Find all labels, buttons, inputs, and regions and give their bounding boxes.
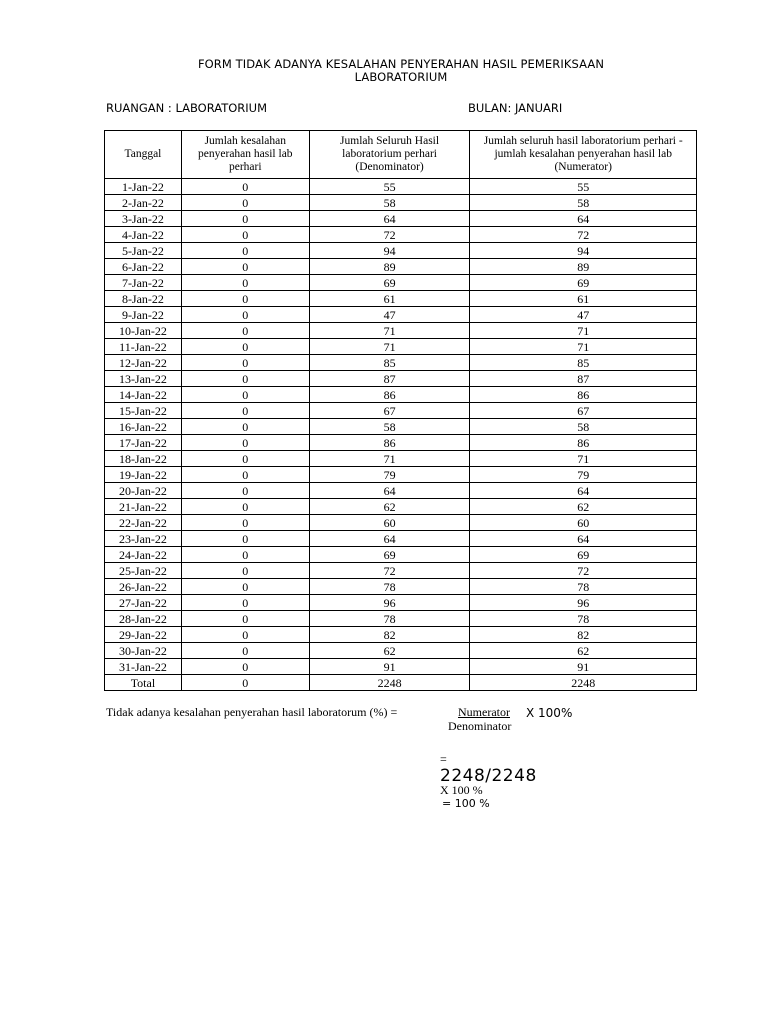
cell-errors: 0 bbox=[181, 451, 309, 467]
table-row bbox=[105, 435, 697, 451]
table-row bbox=[105, 403, 697, 419]
cell-errors: 0 bbox=[181, 323, 309, 339]
col-header-numerator: Jumlah seluruh hasil laboratorium perhari - jumlah kesalahan penyerahan hasil lab (Numerator) bbox=[470, 131, 697, 179]
cell-denominator: 79 bbox=[309, 467, 470, 483]
cell-date: 13-Jan-22 bbox=[105, 371, 182, 387]
cell-denominator: 58 bbox=[309, 419, 470, 435]
cell-errors: 0 bbox=[181, 547, 309, 563]
cell-numerator: 64 bbox=[470, 211, 697, 227]
table-row bbox=[105, 611, 697, 627]
cell-denominator: 67 bbox=[309, 403, 470, 419]
cell-errors: 0 bbox=[181, 211, 309, 227]
cell-errors: 0 bbox=[181, 243, 309, 259]
col-header-errors: Jumlah kesalahan penyerahan hasil lab perhari bbox=[181, 131, 309, 179]
form-title-line2: LABORATORIUM bbox=[354, 70, 448, 84]
cell-numerator: 72 bbox=[470, 227, 697, 243]
cell-errors: 0 bbox=[181, 307, 309, 323]
cell-errors: 0 bbox=[181, 499, 309, 515]
cell-date: 30-Jan-22 bbox=[105, 643, 182, 659]
cell-denominator: 72 bbox=[309, 563, 470, 579]
cell-denominator: 71 bbox=[309, 323, 470, 339]
table-row bbox=[105, 419, 697, 435]
cell-numerator: 78 bbox=[470, 611, 697, 627]
cell-numerator: 91 bbox=[470, 659, 697, 675]
table-total-row bbox=[105, 675, 697, 691]
cell-errors: 0 bbox=[181, 483, 309, 499]
table-row bbox=[105, 259, 697, 275]
col-header-denominator: Jumlah Seluruh Hasil laboratorium perhari (Denominator) bbox=[309, 131, 470, 179]
table-row bbox=[105, 595, 697, 611]
table-row bbox=[105, 579, 697, 595]
table-row bbox=[105, 195, 697, 211]
cell-numerator: 64 bbox=[470, 483, 697, 499]
cell-date: 14-Jan-22 bbox=[105, 387, 182, 403]
cell-date: 11-Jan-22 bbox=[105, 339, 182, 355]
cell-date: 27-Jan-22 bbox=[105, 595, 182, 611]
cell-numerator: 67 bbox=[470, 403, 697, 419]
cell-date: 4-Jan-22 bbox=[105, 227, 182, 243]
cell-denominator: 62 bbox=[309, 499, 470, 515]
cell-errors: 0 bbox=[181, 579, 309, 595]
table-row bbox=[105, 371, 697, 387]
cell-denominator: 64 bbox=[309, 531, 470, 547]
table-row bbox=[105, 643, 697, 659]
cell-errors: 0 bbox=[181, 563, 309, 579]
cell-numerator: 86 bbox=[470, 387, 697, 403]
cell-date: 1-Jan-22 bbox=[105, 179, 182, 195]
cell-errors: 0 bbox=[181, 531, 309, 547]
cell-denominator: 71 bbox=[309, 451, 470, 467]
cell-numerator: 71 bbox=[470, 323, 697, 339]
cell-numerator: 58 bbox=[470, 195, 697, 211]
table-row bbox=[105, 339, 697, 355]
cell-numerator: 61 bbox=[470, 291, 697, 307]
cell-numerator: 82 bbox=[470, 627, 697, 643]
calc-equals: = bbox=[440, 752, 447, 766]
cell-numerator: 96 bbox=[470, 595, 697, 611]
cell-date: 8-Jan-22 bbox=[105, 291, 182, 307]
cell-numerator: 78 bbox=[470, 579, 697, 595]
cell-denominator: 78 bbox=[309, 579, 470, 595]
cell-denominator: 72 bbox=[309, 227, 470, 243]
cell-denominator: 64 bbox=[309, 211, 470, 227]
cell-numerator: 2248 bbox=[470, 675, 697, 691]
cell-errors: 0 bbox=[181, 227, 309, 243]
cell-denominator: 89 bbox=[309, 259, 470, 275]
cell-date: 19-Jan-22 bbox=[105, 467, 182, 483]
cell-date: 20-Jan-22 bbox=[105, 483, 182, 499]
cell-denominator: 62 bbox=[309, 643, 470, 659]
cell-date: 3-Jan-22 bbox=[105, 211, 182, 227]
table-row bbox=[105, 211, 697, 227]
cell-denominator: 55 bbox=[309, 179, 470, 195]
cell-date: 21-Jan-22 bbox=[105, 499, 182, 515]
cell-date: 23-Jan-22 bbox=[105, 531, 182, 547]
cell-errors: 0 bbox=[181, 291, 309, 307]
cell-errors: 0 bbox=[181, 387, 309, 403]
cell-denominator: 87 bbox=[309, 371, 470, 387]
table-row bbox=[105, 499, 697, 515]
cell-denominator: 69 bbox=[309, 275, 470, 291]
cell-errors: 0 bbox=[181, 403, 309, 419]
cell-denominator: 60 bbox=[309, 515, 470, 531]
lab-results-table bbox=[104, 130, 697, 691]
cell-denominator: 47 bbox=[309, 307, 470, 323]
cell-denominator: 91 bbox=[309, 659, 470, 675]
cell-errors: 0 bbox=[181, 515, 309, 531]
cell-date: 7-Jan-22 bbox=[105, 275, 182, 291]
cell-date: 18-Jan-22 bbox=[105, 451, 182, 467]
cell-numerator: 89 bbox=[470, 259, 697, 275]
cell-errors: 0 bbox=[181, 611, 309, 627]
cell-numerator: 60 bbox=[470, 515, 697, 531]
cell-errors: 0 bbox=[181, 595, 309, 611]
cell-numerator: 86 bbox=[470, 435, 697, 451]
cell-errors: 0 bbox=[181, 355, 309, 371]
calc-ratio: 2248/2248 bbox=[440, 766, 537, 786]
cell-denominator: 58 bbox=[309, 195, 470, 211]
room-label: RUANGAN : LABORATORIUM bbox=[106, 101, 268, 115]
cell-numerator: 94 bbox=[470, 243, 697, 259]
month-label: BULAN: JANUARI bbox=[468, 101, 563, 115]
cell-numerator: 47 bbox=[470, 307, 697, 323]
cell-date: 2-Jan-22 bbox=[105, 195, 182, 211]
cell-numerator: 69 bbox=[470, 547, 697, 563]
cell-date: 5-Jan-22 bbox=[105, 243, 182, 259]
cell-errors: 0 bbox=[181, 643, 309, 659]
cell-denominator: 2248 bbox=[309, 675, 470, 691]
cell-numerator: 58 bbox=[470, 419, 697, 435]
cell-date: 31-Jan-22 bbox=[105, 659, 182, 675]
cell-numerator: 64 bbox=[470, 531, 697, 547]
formula-numerator: Numerator bbox=[458, 705, 510, 719]
table-row bbox=[105, 467, 697, 483]
cell-errors: 0 bbox=[181, 675, 309, 691]
table-row bbox=[105, 275, 697, 291]
cell-date: 24-Jan-22 bbox=[105, 547, 182, 563]
cell-date: 15-Jan-22 bbox=[105, 403, 182, 419]
table-row bbox=[105, 659, 697, 675]
cell-errors: 0 bbox=[181, 259, 309, 275]
cell-numerator: 87 bbox=[470, 371, 697, 387]
cell-numerator: 71 bbox=[470, 339, 697, 355]
calc-result: = 100 % bbox=[442, 797, 490, 810]
calc-times-100: X 100 % bbox=[440, 783, 483, 797]
table-header-row bbox=[105, 131, 697, 179]
formula-label: Tidak adanya kesalahan penyerahan hasil laboratorum (%) = bbox=[106, 705, 398, 719]
cell-errors: 0 bbox=[181, 195, 309, 211]
cell-numerator: 62 bbox=[470, 643, 697, 659]
table-row bbox=[105, 291, 697, 307]
table-row bbox=[105, 531, 697, 547]
table-row bbox=[105, 547, 697, 563]
form-title-line1: FORM TIDAK ADANYA KESALAHAN PENYERAHAN HASIL PEMERIKSAAN bbox=[197, 57, 605, 71]
table-row bbox=[105, 387, 697, 403]
cell-date: 12-Jan-22 bbox=[105, 355, 182, 371]
cell-errors: 0 bbox=[181, 419, 309, 435]
table-row bbox=[105, 323, 697, 339]
cell-date: 17-Jan-22 bbox=[105, 435, 182, 451]
table-row bbox=[105, 451, 697, 467]
table-row bbox=[105, 227, 697, 243]
table-row bbox=[105, 483, 697, 499]
table-row bbox=[105, 515, 697, 531]
cell-date: 26-Jan-22 bbox=[105, 579, 182, 595]
cell-errors: 0 bbox=[181, 435, 309, 451]
cell-date: 16-Jan-22 bbox=[105, 419, 182, 435]
cell-date: 25-Jan-22 bbox=[105, 563, 182, 579]
cell-denominator: 69 bbox=[309, 547, 470, 563]
col-header-date: Tanggal bbox=[105, 131, 182, 179]
cell-date: 29-Jan-22 bbox=[105, 627, 182, 643]
cell-denominator: 64 bbox=[309, 483, 470, 499]
cell-denominator: 86 bbox=[309, 435, 470, 451]
cell-date: 6-Jan-22 bbox=[105, 259, 182, 275]
cell-errors: 0 bbox=[181, 275, 309, 291]
table-row bbox=[105, 627, 697, 643]
form-title bbox=[0, 58, 768, 84]
cell-denominator: 94 bbox=[309, 243, 470, 259]
cell-date: 9-Jan-22 bbox=[105, 307, 182, 323]
cell-denominator: 78 bbox=[309, 611, 470, 627]
cell-date: Total bbox=[105, 675, 182, 691]
table-row bbox=[105, 243, 697, 259]
cell-numerator: 55 bbox=[470, 179, 697, 195]
formula-denominator: Denominator bbox=[448, 719, 512, 733]
table-row bbox=[105, 179, 697, 195]
cell-numerator: 62 bbox=[470, 499, 697, 515]
cell-numerator: 72 bbox=[470, 563, 697, 579]
cell-denominator: 86 bbox=[309, 387, 470, 403]
cell-errors: 0 bbox=[181, 179, 309, 195]
cell-numerator: 69 bbox=[470, 275, 697, 291]
cell-errors: 0 bbox=[181, 659, 309, 675]
table-row bbox=[105, 563, 697, 579]
cell-denominator: 96 bbox=[309, 595, 470, 611]
table-row bbox=[105, 355, 697, 371]
cell-date: 22-Jan-22 bbox=[105, 515, 182, 531]
cell-errors: 0 bbox=[181, 467, 309, 483]
cell-numerator: 71 bbox=[470, 451, 697, 467]
cell-denominator: 71 bbox=[309, 339, 470, 355]
cell-errors: 0 bbox=[181, 627, 309, 643]
table-row bbox=[105, 307, 697, 323]
formula-times: X 100% bbox=[526, 706, 573, 720]
cell-errors: 0 bbox=[181, 339, 309, 355]
cell-denominator: 82 bbox=[309, 627, 470, 643]
cell-numerator: 79 bbox=[470, 467, 697, 483]
cell-date: 28-Jan-22 bbox=[105, 611, 182, 627]
cell-date: 10-Jan-22 bbox=[105, 323, 182, 339]
cell-denominator: 85 bbox=[309, 355, 470, 371]
cell-errors: 0 bbox=[181, 371, 309, 387]
cell-numerator: 85 bbox=[470, 355, 697, 371]
cell-denominator: 61 bbox=[309, 291, 470, 307]
